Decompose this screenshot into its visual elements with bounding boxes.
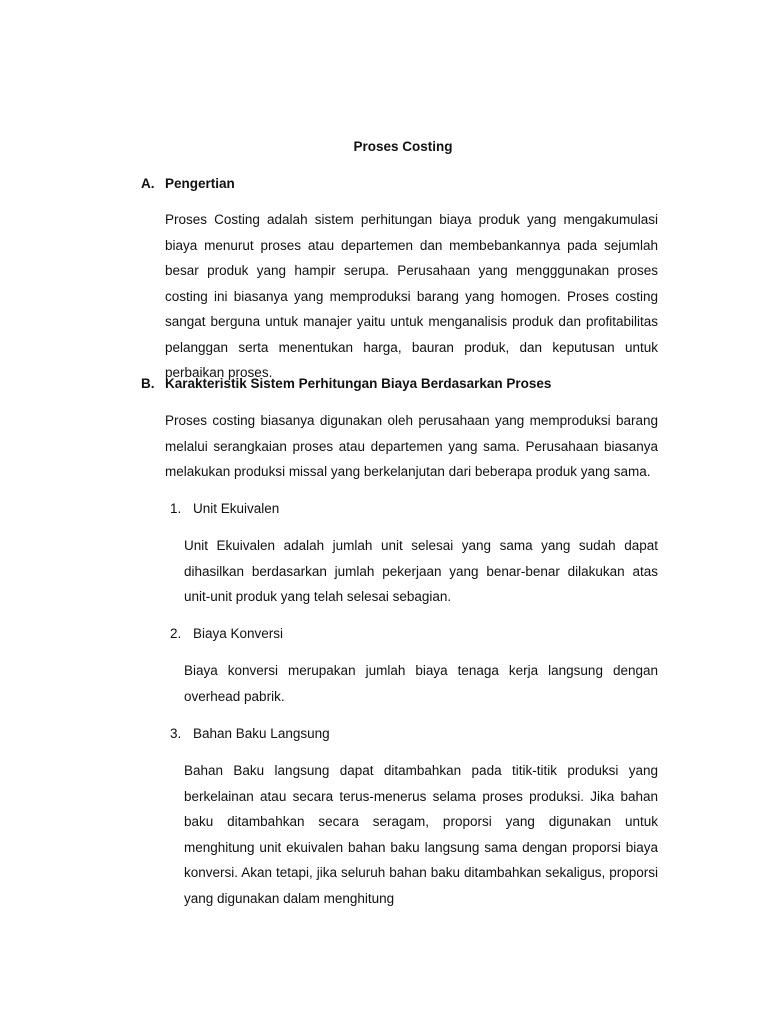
list-item-number: 1.: [170, 501, 182, 516]
list-item-heading: [170, 624, 283, 644]
section-b-paragraph: Proses costing biasanya digunakan oleh perusahaan yang memproduksi barang melalui serangkaian proses atau departemen yang sama. Perusahaan biasanya melakukan produksi missal yang berkelanjutan dari beberapa produk yang sama.: [165, 413, 658, 479]
list-item-number: 2.: [170, 626, 182, 641]
section-a-letter: A.: [141, 176, 155, 191]
section-a-paragraph: Proses Costing adalah sistem perhitungan biaya produk yang mengakumulasi biaya menurut proses atau departemen dan membebankannya pada sejumlah besar produk yang hampir serupa. Perusahaan yang mengggunakan proses costing ini biasanya yang memproduksi barang yang homogen. Proses costing sangat berguna untuk manajer yaitu untuk menganalisis produk dan profitabilitas pelanggan serta menentukan harga, bauran produk, dan keputusan untuk perbaikan proses.: [165, 212, 658, 380]
list-item-text: Bahan Baku langsung dapat ditambahkan pada titik-titik produksi yang berkelainan atau secara terus-menerus selama proses produksi. Jika bahan baku ditambahkan secara seragam, proporsi yang digunakan untuk menghitung unit ekuivalen bahan baku langsung sama dengan proporsi biaya konversi. Akan tetapi, jika seluruh bahan baku ditambahkan sekaligus, proporsi yang digunakan dalam menghitung: [184, 763, 658, 906]
section-b-title: Karakteristik Sistem Perhitungan Biaya Berdasarkan Proses: [165, 376, 552, 391]
list-item-number: 3.: [170, 726, 182, 741]
section-b-heading: [141, 374, 551, 394]
list-item-title: Bahan Baku Langsung: [193, 726, 330, 741]
list-item-text: Biaya konversi merupakan jumlah biaya tenaga kerja langsung dengan overhead pabrik.: [184, 663, 658, 704]
section-a-heading: [141, 174, 235, 194]
page-title: Proses Costing: [353, 139, 453, 154]
list-item-heading: [170, 499, 279, 519]
section-a-title: Pengertian: [165, 176, 235, 191]
section-b-letter: B.: [141, 376, 155, 391]
list-item-title: Unit Ekuivalen: [193, 501, 280, 516]
list-item-text: Unit Ekuivalen adalah jumlah unit selesai yang sama yang sudah dapat dihasilkan berdasarkan jumlah pekerjaan yang benar-benar dilakukan atas unit-unit produk yang telah selesai sebagian.: [184, 538, 658, 604]
list-item-heading: [170, 724, 330, 744]
list-item-title: Biaya Konversi: [193, 626, 284, 641]
